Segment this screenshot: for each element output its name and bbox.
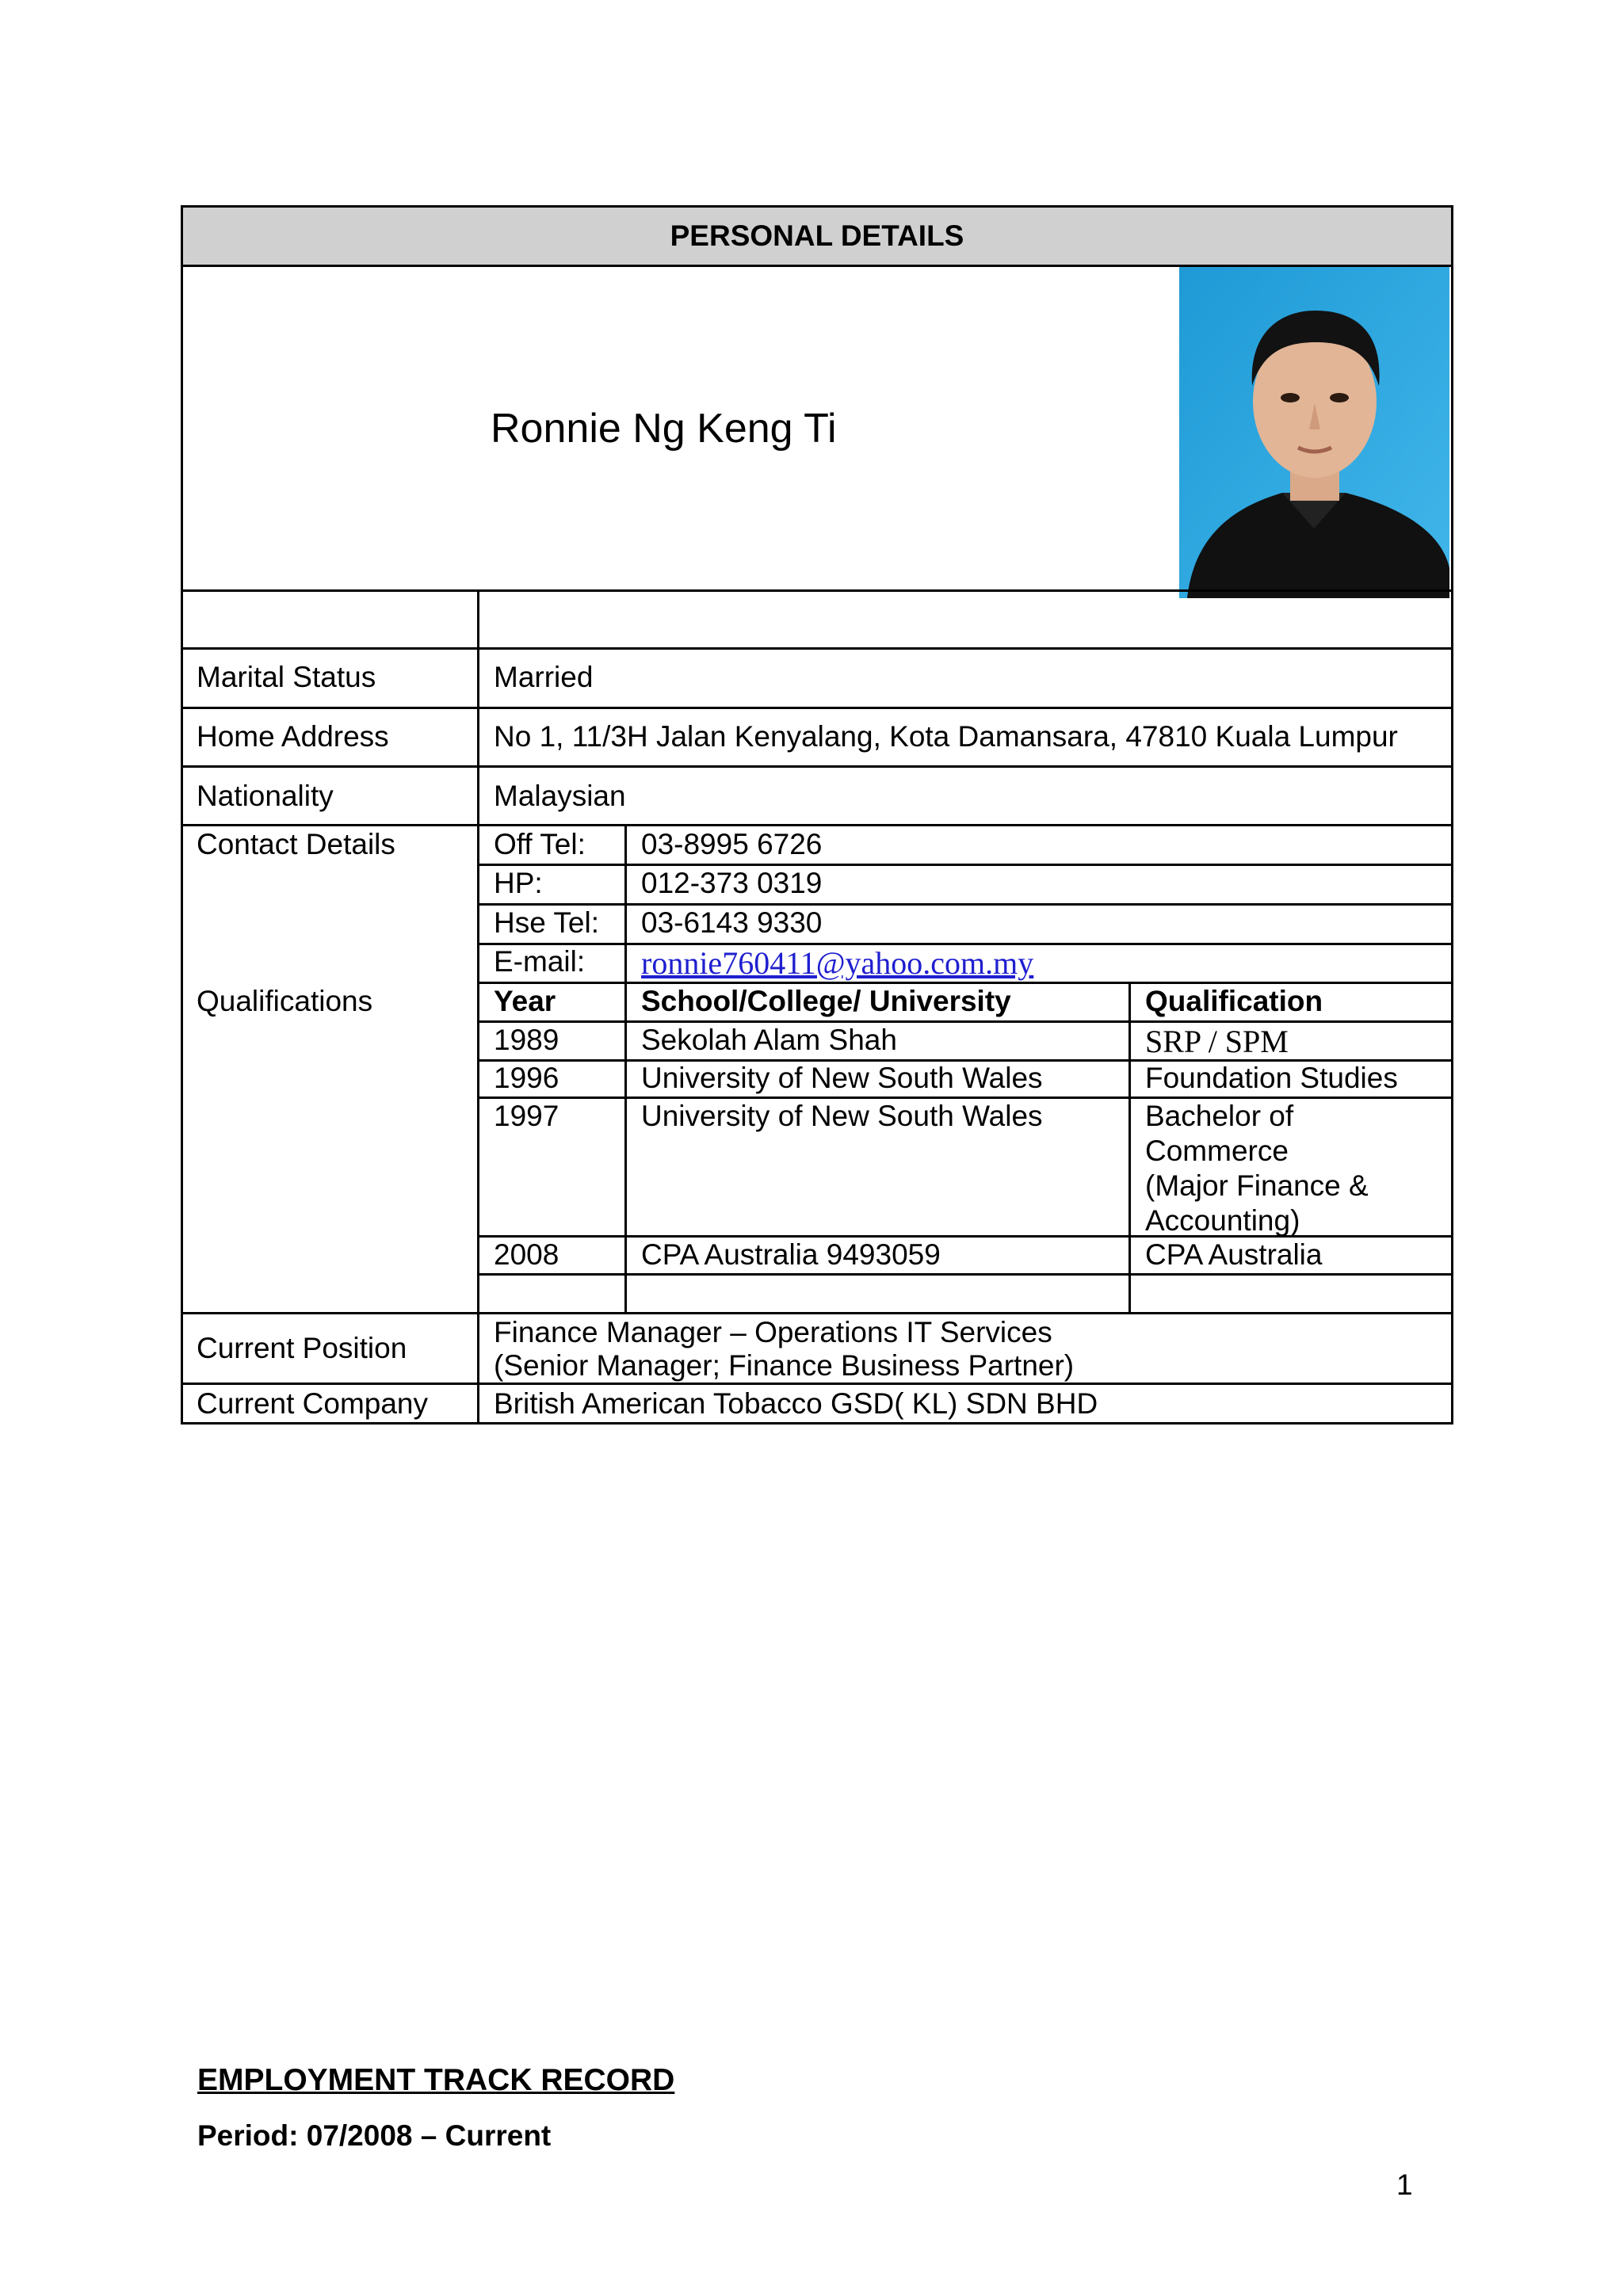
qualification-year: 1996 xyxy=(494,1062,559,1094)
qualification-name: CPA Australia xyxy=(1145,1238,1323,1271)
divider xyxy=(624,824,627,1312)
divider xyxy=(477,589,479,1425)
current-company-value: British American Tobacco GSD( KL) SDN BHD xyxy=(494,1387,1098,1420)
qualification-name-line: (Major Finance & xyxy=(1145,1169,1369,1202)
office-tel-value: 03-8995 6726 xyxy=(641,828,823,860)
marital-status-value: Married xyxy=(494,661,594,693)
qualification-year: 1989 xyxy=(494,1024,559,1056)
qualification-name: SRP / SPM xyxy=(1145,1024,1289,1059)
portrait-image xyxy=(1179,267,1449,598)
qualification-header: Qualification xyxy=(1145,985,1323,1017)
current-position-line: Finance Manager – Operations IT Services xyxy=(494,1316,1052,1348)
qualification-school-header: School/College/ University xyxy=(641,985,1011,1017)
contact-details-label: Contact Details xyxy=(197,828,395,860)
personal-details-title: PERSONAL DETAILS xyxy=(670,219,964,252)
divider xyxy=(181,589,1453,592)
qualification-name-line: Commerce xyxy=(1145,1135,1289,1167)
divider xyxy=(181,1312,1453,1314)
qualification-school: CPA Australia 9493059 xyxy=(641,1238,941,1271)
home-tel-label: Hse Tel: xyxy=(494,906,599,939)
current-position-line: (Senior Manager; Finance Business Partner) xyxy=(494,1349,1075,1382)
profile-photo xyxy=(1179,267,1449,598)
employment-heading: EMPLOYMENT TRACK RECORD xyxy=(197,2063,675,2097)
qualification-name: Foundation Studies xyxy=(1145,1062,1398,1094)
office-tel-label: Off Tel: xyxy=(494,828,586,860)
home-address-label: Home Address xyxy=(197,720,389,753)
qualification-year-header: Year xyxy=(494,985,556,1017)
home-tel-value: 03-6143 9330 xyxy=(641,906,823,939)
divider xyxy=(1128,982,1131,1312)
hp-label: HP: xyxy=(494,867,543,899)
candidate-name: Ronnie Ng Keng Ti xyxy=(491,406,837,452)
qualification-school: University of New South Wales xyxy=(641,1062,1043,1094)
marital-status-label: Marital Status xyxy=(197,661,376,693)
divider xyxy=(181,765,1453,768)
qualification-school: Sekolah Alam Shah xyxy=(641,1024,897,1056)
page-number: 1 xyxy=(1396,2168,1413,2201)
hp-value: 012-373 0319 xyxy=(641,867,823,899)
divider xyxy=(181,707,1453,709)
qualification-year: 1997 xyxy=(494,1100,559,1132)
qualifications-label: Qualifications xyxy=(197,985,373,1017)
qualification-school: University of New South Wales xyxy=(641,1100,1043,1132)
qualification-name-line: Accounting) xyxy=(1145,1204,1300,1237)
email-link[interactable]: ronnie760411@yahoo.com.my xyxy=(641,945,1034,981)
nationality-value: Malaysian xyxy=(494,780,626,812)
employment-period: Period: 07/2008 – Current xyxy=(197,2119,552,2152)
divider xyxy=(181,824,1453,826)
nationality-label: Nationality xyxy=(197,780,334,812)
current-position-label: Current Position xyxy=(197,1332,407,1364)
qualification-name-line: Bachelor of xyxy=(1145,1100,1294,1132)
email-label: E-mail: xyxy=(494,945,586,978)
divider xyxy=(181,647,1453,650)
current-company-label: Current Company xyxy=(197,1387,429,1420)
home-address-value: No 1, 11/3H Jalan Kenyalang, Kota Damansara, 47810 Kuala Lumpur xyxy=(494,720,1398,753)
qualification-year: 2008 xyxy=(494,1238,559,1271)
